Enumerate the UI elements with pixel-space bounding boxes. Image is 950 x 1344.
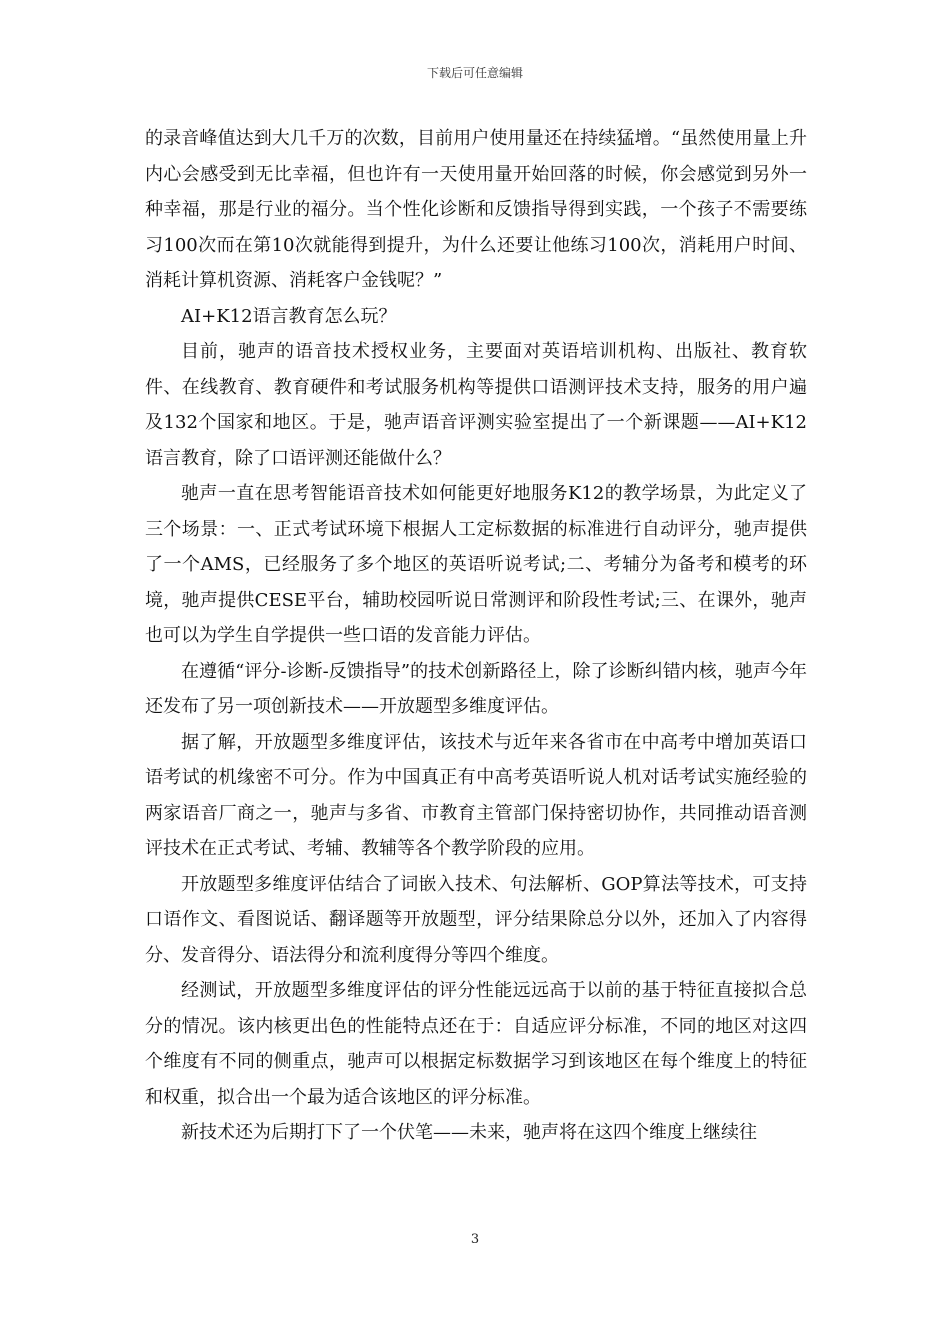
paragraph: 据了解，开放题型多维度评估，该技术与近年来各省市在中高考中增加英语口语考试的机缘密不可分。作为中国真正有中高考英语听说人机对话考试实施经验的两家语音厂商之一，驰声与多省、市教育主管部门保持密切协作，共同推动语音测评技术在正式考试、考辅、教辅等各个教学阶段的应用。 bbox=[145, 731, 807, 859]
paragraph: 开放题型多维度评估结合了词嵌入技术、句法解析、GOP算法等技术，可支持口语作文、看图说话、翻译题等开放题型，评分结果除总分以外，还加入了内容得分、发音得分、语法得分和流利度得分等四个维度。 bbox=[145, 873, 807, 966]
page-header: 下载后可任意编辑 bbox=[426, 66, 523, 80]
paragraph: 的录音峰值达到大几千万的次数，目前用户使用量还在持续猛增。“虽然使用量上升内心会感受到无比幸福，但也许有一天使用量开始回落的时候，你会感觉到另外一种幸福，那是行业的福分。当个性化诊断和反馈指导得到实践，一个孩子不需要练习100次而在第10次就能得到提升，为什么还要让他练习100次，消耗用户时间、消耗计算机资源、消耗客户金钱呢？” bbox=[145, 128, 807, 291]
document-body bbox=[145, 121, 807, 1151]
paragraph: 新技术还为后期打下了一个伏笔——未来，驰声将在这四个维度上继续往 bbox=[181, 1122, 757, 1143]
paragraph: 目前，驰声的语音技术授权业务，主要面对英语培训机构、出版社、教育软件、在线教育、教育硬件和考试服务机构等提供口语测评技术支持，服务的用户遍及132个国家和地区。于是，驰声语音评测实验室提出了一个新课题——AI+K12语言教育，除了口语评测还能做什么？ bbox=[145, 341, 807, 469]
section-heading: AI+K12语言教育怎么玩？ bbox=[181, 305, 397, 327]
paragraph: 在遵循“评分-诊断-反馈指导”的技术创新路径上，除了诊断纠错内核，驰声今年还发布了另一项创新技术——开放题型多维度评估。 bbox=[145, 660, 807, 717]
paragraph: 经测试，开放题型多维度评估的评分性能远远高于以前的基于特征直接拟合总分的情况。该内核更出色的性能特点还在于：自适应评分标准，不同的地区对这四个维度有不同的侧重点，驰声可以根据定标数据学习到该地区在每个维度上的特征和权重，拟合出一个最为适合该地区的评分标准。 bbox=[145, 980, 807, 1108]
paragraph: 驰声一直在思考智能语音技术如何能更好地服务K12的教学场景，为此定义了三个场景：一、正式考试环境下根据人工定标数据的标准进行自动评分，驰声提供了一个AMS，已经服务了多个地区的英语听说考试;二、考辅分为备考和模考的环境，驰声提供CESE平台，辅助校园听说日常测评和阶段性考试;三、在课外，驰声也可以为学生自学提供一些口语的发音能力评估。 bbox=[145, 483, 807, 646]
page-number: 3 bbox=[470, 1232, 480, 1247]
